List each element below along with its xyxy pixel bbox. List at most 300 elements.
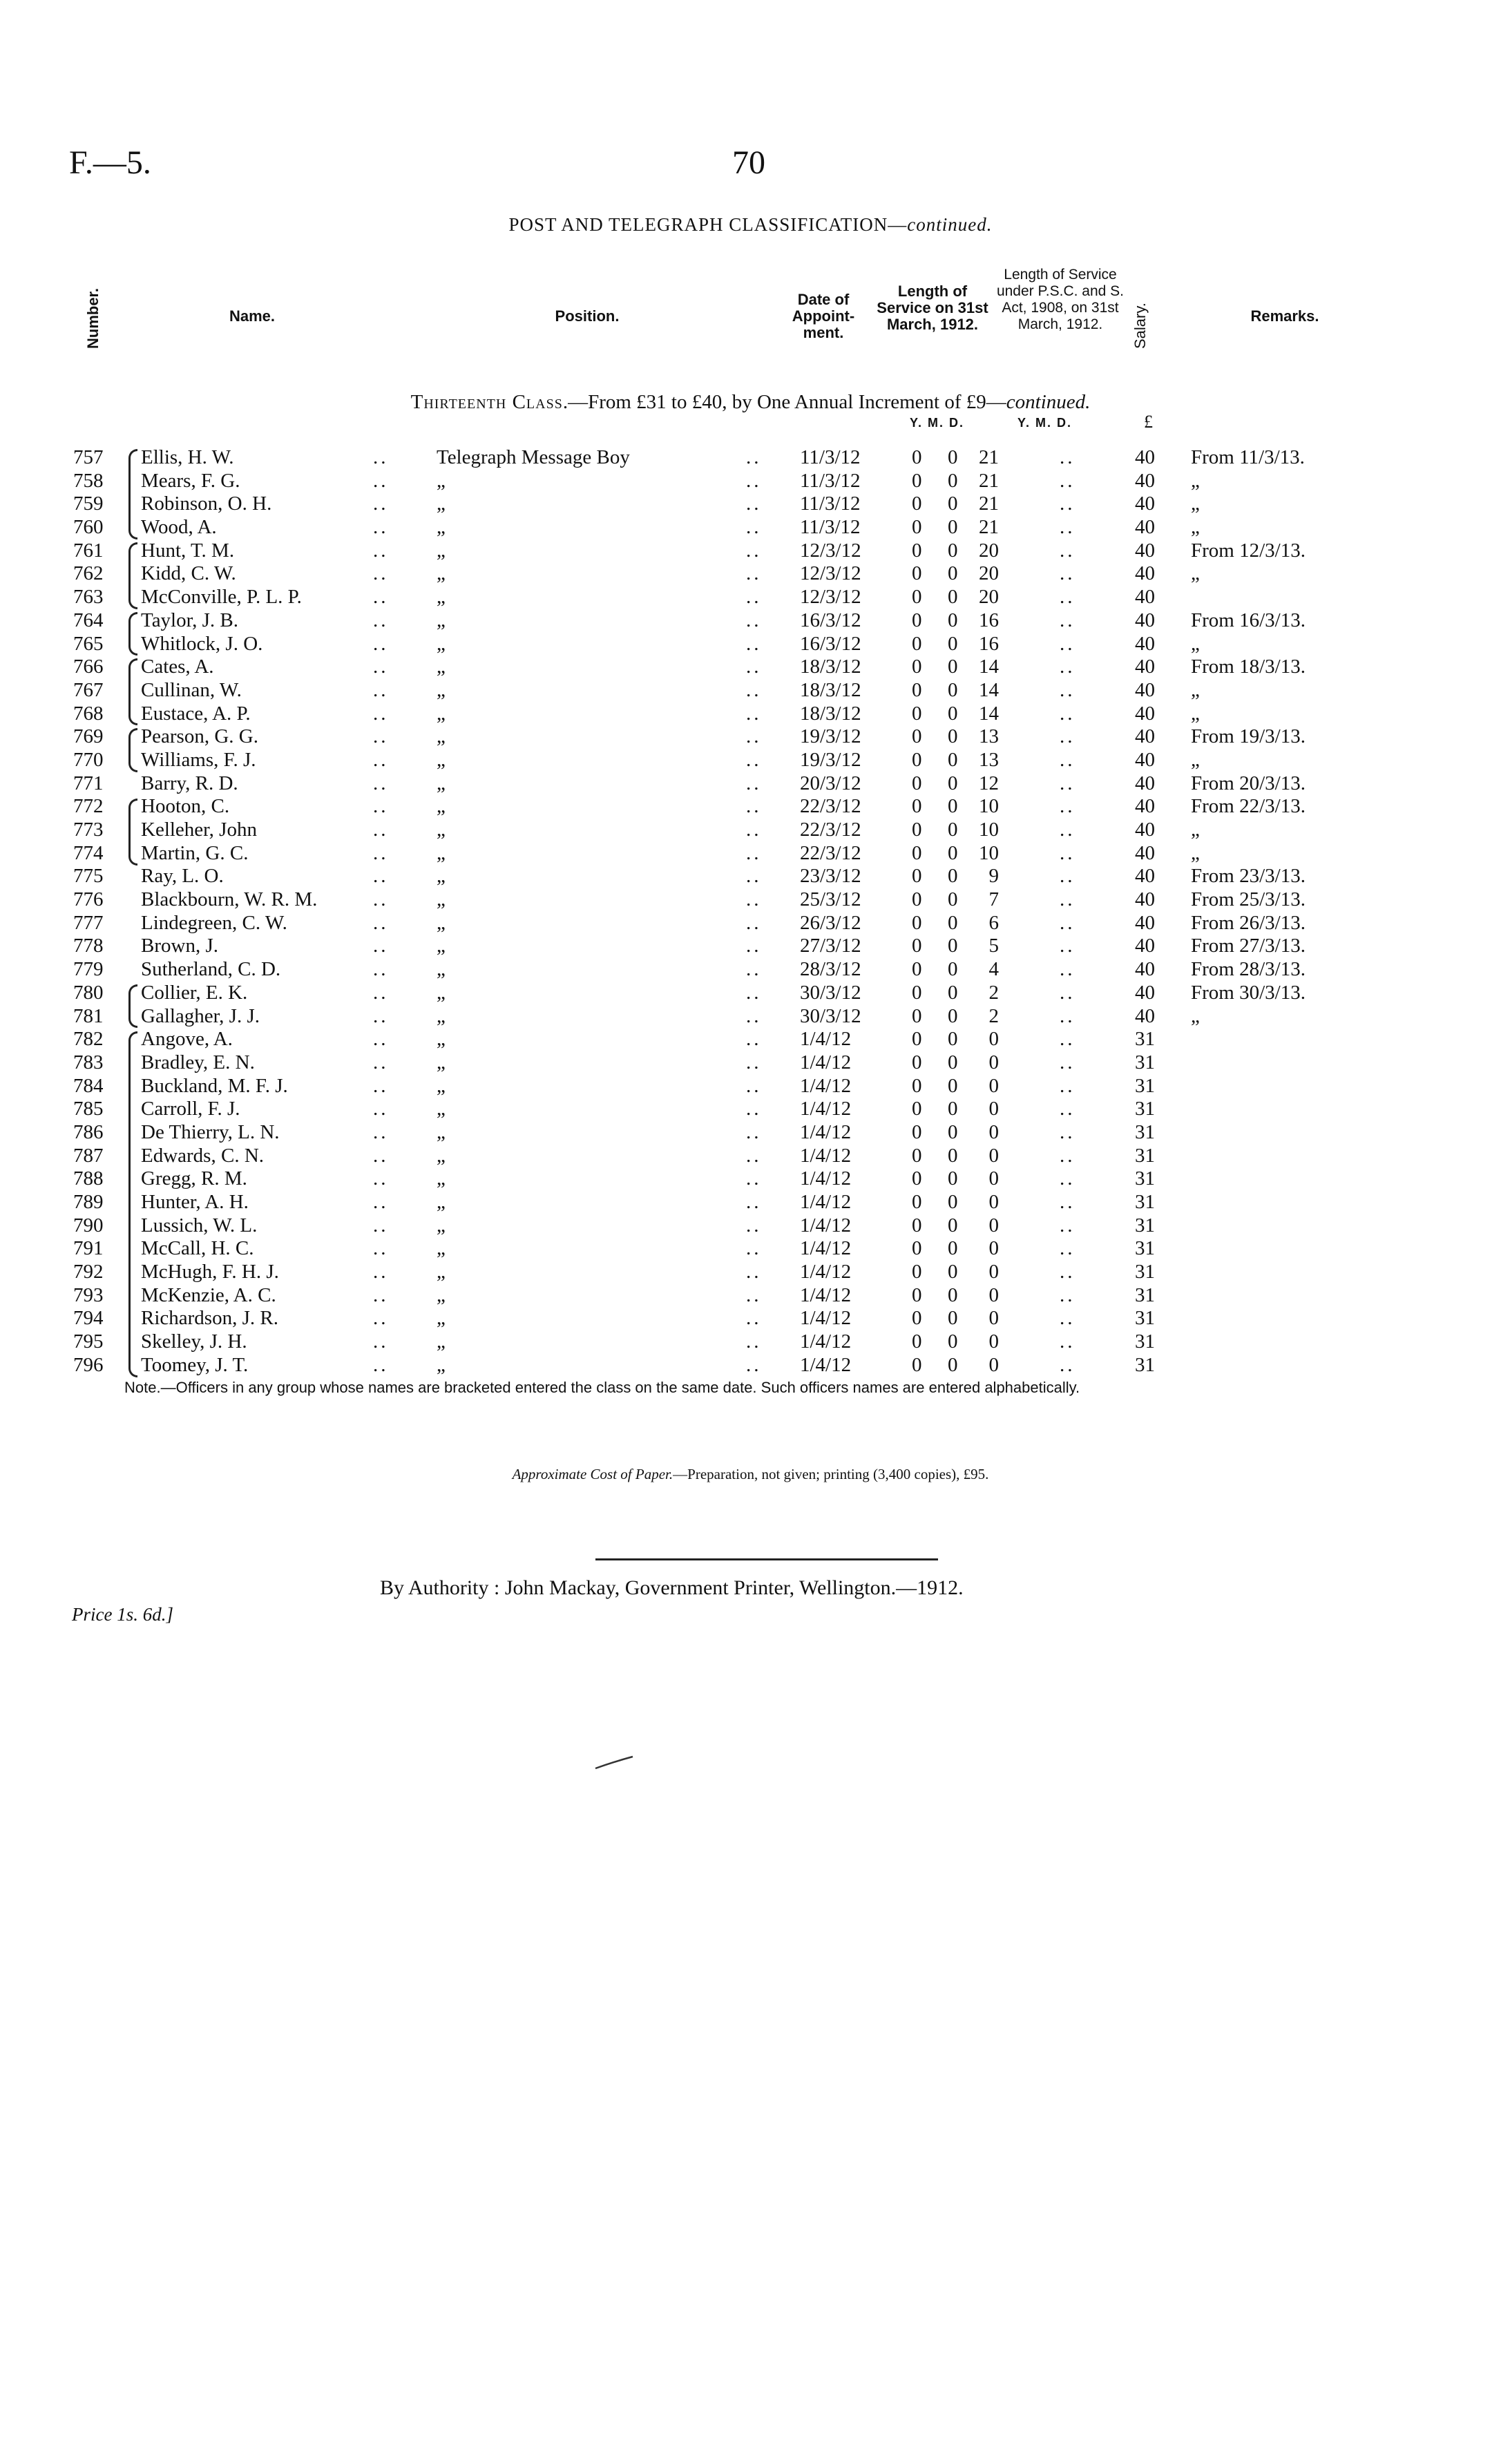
row-years: 0: [912, 702, 922, 725]
table-row: [0, 586, 1501, 609]
leader-dots: ..: [373, 516, 389, 539]
leader-dots: ..: [746, 1191, 762, 1213]
row-months: 0: [948, 795, 958, 818]
leader-dots: ..: [746, 678, 762, 701]
row-days: 0: [988, 1167, 999, 1190]
row-date: 11/3/12: [800, 469, 861, 492]
row-days: 0: [988, 1120, 999, 1143]
row-date: 16/3/12: [800, 632, 861, 655]
row-years: 0: [912, 678, 922, 701]
row-number: 764: [73, 609, 104, 631]
row-name: Whitlock, J. O.: [141, 632, 263, 655]
row-remarks: „: [1191, 632, 1200, 655]
row-salary: 40: [1135, 841, 1155, 864]
row-date: 1/4/12: [800, 1191, 852, 1213]
table-row: [0, 772, 1501, 796]
row-date: 30/3/12: [800, 981, 861, 1004]
row-days: 16: [979, 632, 999, 655]
row-days: 14: [979, 656, 999, 678]
row-salary: 40: [1135, 981, 1155, 1004]
table-row: [0, 888, 1501, 912]
row-years: 0: [912, 586, 922, 609]
row-name: Richardson, J. R.: [141, 1307, 278, 1330]
row-years: 0: [912, 1261, 922, 1283]
row-years: 0: [912, 632, 922, 655]
row-days: 7: [988, 888, 999, 911]
row-days: 0: [988, 1261, 999, 1283]
row-position: „: [437, 1051, 446, 1073]
row-days: 21: [979, 446, 999, 468]
row-name: Collier, E. K.: [141, 981, 248, 1004]
row-date: 22/3/12: [800, 841, 861, 864]
table-row: [0, 703, 1501, 726]
leader-dots: ..: [1060, 1237, 1075, 1260]
row-months: 0: [948, 539, 958, 562]
table-row: [0, 819, 1501, 842]
row-years: 0: [912, 1098, 922, 1120]
row-name: Williams, F. J.: [141, 748, 256, 771]
leader-dots: ..: [1060, 865, 1075, 888]
row-position: „: [437, 1353, 446, 1376]
row-name: Bradley, E. N.: [141, 1051, 255, 1073]
row-name: Martin, G. C.: [141, 841, 249, 864]
row-years: 0: [912, 656, 922, 678]
row-salary: 40: [1135, 748, 1155, 771]
leader-dots: ..: [373, 1004, 389, 1027]
table-row: [0, 865, 1501, 888]
row-number: 773: [73, 819, 104, 841]
column-header-length-of-service: Length of Service on 31st March, 1912.: [877, 283, 988, 333]
row-name: Kidd, C. W.: [141, 562, 236, 585]
row-years: 0: [912, 819, 922, 841]
row-date: 1/4/12: [800, 1167, 852, 1190]
table-row: [0, 516, 1501, 539]
row-date: 12/3/12: [800, 539, 861, 562]
row-salary: 40: [1135, 888, 1155, 911]
row-date: 1/4/12: [800, 1353, 852, 1376]
row-name: McCall, H. C.: [141, 1237, 254, 1260]
row-months: 0: [948, 958, 958, 981]
row-salary: 40: [1135, 656, 1155, 678]
row-position: „: [437, 1028, 446, 1051]
leader-dots: ..: [746, 1307, 762, 1330]
row-years: 0: [912, 1191, 922, 1213]
row-position: „: [437, 981, 446, 1004]
row-position: „: [437, 1144, 446, 1167]
row-salary: 40: [1135, 958, 1155, 981]
row-number: 765: [73, 632, 104, 655]
row-years: 0: [912, 725, 922, 748]
row-salary: 40: [1135, 493, 1155, 515]
row-years: 0: [912, 1074, 922, 1097]
row-remarks: From 30/3/13.: [1191, 981, 1306, 1004]
table-row: [0, 1214, 1501, 1238]
table-row: [0, 1261, 1501, 1284]
row-months: 0: [948, 1214, 958, 1236]
row-years: 0: [912, 1167, 922, 1190]
leader-dots: ..: [746, 1120, 762, 1143]
row-days: 10: [979, 819, 999, 841]
table-row: [0, 912, 1501, 935]
row-number: 794: [73, 1307, 104, 1330]
leader-dots: ..: [1060, 1144, 1075, 1167]
row-name: De Thierry, L. N.: [141, 1120, 280, 1143]
leader-dots: ..: [1060, 772, 1075, 794]
row-salary: 31: [1135, 1120, 1155, 1143]
row-position: „: [437, 1074, 446, 1097]
row-months: 0: [948, 586, 958, 609]
table-row: [0, 609, 1501, 633]
row-months: 0: [948, 935, 958, 957]
row-remarks: From 16/3/13.: [1191, 609, 1306, 631]
row-salary: 31: [1135, 1144, 1155, 1167]
row-number: 775: [73, 865, 104, 888]
row-name: Robinson, O. H.: [141, 493, 272, 515]
row-salary: 31: [1135, 1051, 1155, 1073]
row-date: 1/4/12: [800, 1307, 852, 1330]
row-years: 0: [912, 748, 922, 771]
row-salary: 31: [1135, 1307, 1155, 1330]
cost-text: —Preparation, not given; printing (3,400 copies), £95.: [673, 1466, 989, 1482]
leader-dots: ..: [373, 1028, 389, 1051]
leader-dots: ..: [1060, 911, 1075, 934]
leader-dots: ..: [373, 748, 389, 771]
row-position: „: [437, 469, 446, 492]
leader-dots: ..: [373, 1353, 389, 1376]
footnote: Note.—Officers in any group whose names are bracketed entered the class on the same date. Such officers names are entered alphabetically.: [124, 1379, 1080, 1396]
row-position: „: [437, 493, 446, 515]
row-years: 0: [912, 1214, 922, 1236]
row-days: 21: [979, 493, 999, 515]
row-months: 0: [948, 1167, 958, 1190]
table-row: [0, 633, 1501, 656]
leader-dots: ..: [1060, 702, 1075, 725]
row-days: 20: [979, 562, 999, 585]
row-number: 776: [73, 888, 104, 911]
row-salary: 40: [1135, 702, 1155, 725]
leader-dots: ..: [373, 632, 389, 655]
row-position: Telegraph Message Boy: [437, 446, 630, 468]
table-row: [0, 725, 1501, 749]
group-bracket: [128, 658, 137, 725]
row-salary: 40: [1135, 516, 1155, 539]
row-position: „: [437, 725, 446, 748]
row-months: 0: [948, 1098, 958, 1120]
leader-dots: ..: [1060, 1051, 1075, 1073]
row-salary: 40: [1135, 772, 1155, 794]
leader-dots: ..: [746, 819, 762, 841]
row-date: 18/3/12: [800, 656, 861, 678]
row-months: 0: [948, 772, 958, 794]
row-name: Mears, F. G.: [141, 469, 240, 492]
column-header-remarks: Remarks.: [1250, 307, 1319, 325]
row-number: 780: [73, 981, 104, 1004]
leader-dots: ..: [373, 1237, 389, 1260]
row-position: „: [437, 1098, 446, 1120]
column-header-position: Position.: [555, 307, 620, 325]
row-position: „: [437, 958, 446, 981]
row-years: 0: [912, 981, 922, 1004]
leader-dots: ..: [1060, 1004, 1075, 1027]
row-days: 20: [979, 586, 999, 609]
table-row: [0, 1098, 1501, 1121]
row-days: 0: [988, 1051, 999, 1073]
leader-dots: ..: [373, 1074, 389, 1097]
leader-dots: ..: [746, 1214, 762, 1236]
leader-dots: ..: [373, 702, 389, 725]
row-date: 22/3/12: [800, 819, 861, 841]
row-name: Angove, A.: [141, 1028, 233, 1051]
leader-dots: ..: [1060, 516, 1075, 539]
row-number: 778: [73, 935, 104, 957]
row-number: 781: [73, 1004, 104, 1027]
row-days: 14: [979, 678, 999, 701]
row-salary: 40: [1135, 865, 1155, 888]
row-position: „: [437, 911, 446, 934]
leader-dots: ..: [1060, 888, 1075, 911]
row-name: Ellis, H. W.: [141, 446, 234, 468]
row-date: 20/3/12: [800, 772, 861, 794]
row-name: Gallagher, J. J.: [141, 1004, 260, 1027]
class-label: Thirteenth Class: [410, 391, 563, 413]
row-months: 0: [948, 656, 958, 678]
row-remarks: „: [1191, 819, 1200, 841]
row-remarks: „: [1191, 748, 1200, 771]
leader-dots: ..: [746, 958, 762, 981]
group-bracket: [128, 542, 137, 609]
row-position: „: [437, 1307, 446, 1330]
leader-dots: ..: [1060, 1330, 1075, 1353]
table-row: [0, 1028, 1501, 1051]
title-text: POST AND TELEGRAPH CLASSIFICATION—: [508, 214, 908, 235]
leader-dots: ..: [373, 1191, 389, 1213]
row-salary: 31: [1135, 1353, 1155, 1376]
row-date: 1/4/12: [800, 1120, 852, 1143]
table-row: [0, 1307, 1501, 1330]
row-number: 767: [73, 678, 104, 701]
row-date: 22/3/12: [800, 795, 861, 818]
row-months: 0: [948, 446, 958, 468]
row-salary: 31: [1135, 1098, 1155, 1120]
leader-dots: ..: [1060, 1214, 1075, 1236]
row-days: 2: [988, 1004, 999, 1027]
row-salary: 31: [1135, 1283, 1155, 1306]
leader-dots: ..: [746, 632, 762, 655]
row-months: 0: [948, 1307, 958, 1330]
row-name: McKenzie, A. C.: [141, 1283, 276, 1306]
class-heading: [0, 391, 1501, 414]
leader-dots: ..: [373, 1144, 389, 1167]
row-days: 10: [979, 841, 999, 864]
leader-dots: ..: [1060, 1191, 1075, 1213]
row-months: 0: [948, 1353, 958, 1376]
row-years: 0: [912, 1307, 922, 1330]
table-row: [0, 982, 1501, 1005]
leader-dots: ..: [1060, 1307, 1075, 1330]
row-days: 0: [988, 1283, 999, 1306]
row-number: 789: [73, 1191, 104, 1213]
table-row: [0, 539, 1501, 563]
table-row: [0, 562, 1501, 586]
leader-dots: ..: [373, 935, 389, 957]
leader-dots: ..: [1060, 795, 1075, 818]
row-number: 772: [73, 795, 104, 818]
row-name: Edwards, C. N.: [141, 1144, 265, 1167]
row-number: 779: [73, 958, 104, 981]
row-position: „: [437, 702, 446, 725]
row-number: 784: [73, 1074, 104, 1097]
row-number: 766: [73, 656, 104, 678]
row-remarks: „: [1191, 702, 1200, 725]
row-salary: 40: [1135, 586, 1155, 609]
row-name: Wood, A.: [141, 516, 217, 539]
row-years: 0: [912, 958, 922, 981]
row-salary: 40: [1135, 1004, 1155, 1027]
row-months: 0: [948, 1004, 958, 1027]
row-salary: 40: [1135, 632, 1155, 655]
leader-dots: ..: [746, 748, 762, 771]
column-header-date: Date of Appoint-ment.: [792, 291, 855, 341]
row-position: „: [437, 516, 446, 539]
table-row: [0, 1075, 1501, 1098]
row-salary: 31: [1135, 1074, 1155, 1097]
row-years: 0: [912, 888, 922, 911]
row-years: 0: [912, 1353, 922, 1376]
row-position: „: [437, 865, 446, 888]
row-date: 11/3/12: [800, 446, 861, 468]
row-salary: 31: [1135, 1214, 1155, 1236]
row-days: 6: [988, 911, 999, 934]
leader-dots: ..: [373, 888, 389, 911]
leader-dots: ..: [373, 1214, 389, 1236]
leader-dots: ..: [1060, 958, 1075, 981]
row-date: 18/3/12: [800, 678, 861, 701]
row-months: 0: [948, 1191, 958, 1213]
row-date: 28/3/12: [800, 958, 861, 981]
leader-dots: ..: [373, 958, 389, 981]
row-date: 18/3/12: [800, 702, 861, 725]
leader-dots: ..: [1060, 493, 1075, 515]
row-days: 21: [979, 469, 999, 492]
row-years: 0: [912, 1330, 922, 1353]
row-days: 5: [988, 935, 999, 957]
leader-dots: ..: [746, 911, 762, 934]
row-position: „: [437, 795, 446, 818]
row-name: Cates, A.: [141, 656, 214, 678]
row-remarks: „: [1191, 493, 1200, 515]
row-date: 1/4/12: [800, 1144, 852, 1167]
row-date: 19/3/12: [800, 748, 861, 771]
leader-dots: ..: [373, 1307, 389, 1330]
leader-dots: ..: [1060, 1261, 1075, 1283]
leader-dots: ..: [1060, 632, 1075, 655]
row-years: 0: [912, 1004, 922, 1027]
row-days: 21: [979, 516, 999, 539]
leader-dots: ..: [373, 656, 389, 678]
table-row: [0, 749, 1501, 772]
row-name: Taylor, J. B.: [141, 609, 238, 631]
row-position: „: [437, 562, 446, 585]
row-position: „: [437, 678, 446, 701]
leader-dots: ..: [1060, 841, 1075, 864]
row-years: 0: [912, 1051, 922, 1073]
row-months: 0: [948, 469, 958, 492]
leader-dots: ..: [1060, 981, 1075, 1004]
page-number: 70: [732, 144, 765, 181]
row-position: „: [437, 772, 446, 794]
row-position: „: [437, 841, 446, 864]
row-number: 761: [73, 539, 104, 562]
row-months: 0: [948, 748, 958, 771]
leader-dots: ..: [1060, 1283, 1075, 1306]
row-position: „: [437, 609, 446, 631]
leader-dots: ..: [373, 1330, 389, 1353]
row-remarks: From 25/3/13.: [1191, 888, 1306, 911]
row-remarks: From 27/3/13.: [1191, 935, 1306, 957]
leader-dots: ..: [746, 1330, 762, 1353]
pound-symbol: £: [1144, 412, 1153, 432]
row-name: Barry, R. D.: [141, 772, 238, 794]
row-months: 0: [948, 725, 958, 748]
row-date: 30/3/12: [800, 1004, 861, 1027]
row-years: 0: [912, 1283, 922, 1306]
row-days: 9: [988, 865, 999, 888]
row-months: 0: [948, 865, 958, 888]
row-number: 795: [73, 1330, 104, 1353]
row-months: 0: [948, 981, 958, 1004]
leader-dots: ..: [746, 1283, 762, 1306]
row-remarks: From 12/3/13.: [1191, 539, 1306, 562]
leader-dots: ..: [373, 841, 389, 864]
row-months: 0: [948, 702, 958, 725]
row-number: 768: [73, 702, 104, 725]
leader-dots: ..: [746, 841, 762, 864]
leader-dots: ..: [373, 1120, 389, 1143]
row-number: 763: [73, 586, 104, 609]
row-name: Brown, J.: [141, 935, 218, 957]
row-number: 787: [73, 1144, 104, 1167]
row-salary: 31: [1135, 1261, 1155, 1283]
table-row: [0, 1354, 1501, 1377]
table-row: [0, 1121, 1501, 1145]
row-date: 1/4/12: [800, 1028, 852, 1051]
row-name: Gregg, R. M.: [141, 1167, 247, 1190]
row-remarks: „: [1191, 469, 1200, 492]
leader-dots: ..: [1060, 935, 1075, 957]
row-years: 0: [912, 539, 922, 562]
leader-dots: ..: [746, 1261, 762, 1283]
leader-dots: ..: [746, 888, 762, 911]
row-remarks: From 18/3/13.: [1191, 656, 1306, 678]
row-months: 0: [948, 1074, 958, 1097]
row-days: 0: [988, 1144, 999, 1167]
row-days: 16: [979, 609, 999, 631]
leader-dots: ..: [746, 981, 762, 1004]
row-name: Buckland, M. F. J.: [141, 1074, 288, 1097]
row-number: 793: [73, 1283, 104, 1306]
group-bracket: [128, 449, 137, 539]
row-position: „: [437, 632, 446, 655]
leader-dots: ..: [373, 1051, 389, 1073]
table-row: [0, 842, 1501, 866]
classification-table: [0, 446, 1501, 1377]
row-position: „: [437, 1214, 446, 1236]
row-remarks: „: [1191, 1004, 1200, 1027]
row-salary: 31: [1135, 1330, 1155, 1353]
page-title: [0, 214, 1501, 236]
row-date: 1/4/12: [800, 1237, 852, 1260]
row-months: 0: [948, 888, 958, 911]
